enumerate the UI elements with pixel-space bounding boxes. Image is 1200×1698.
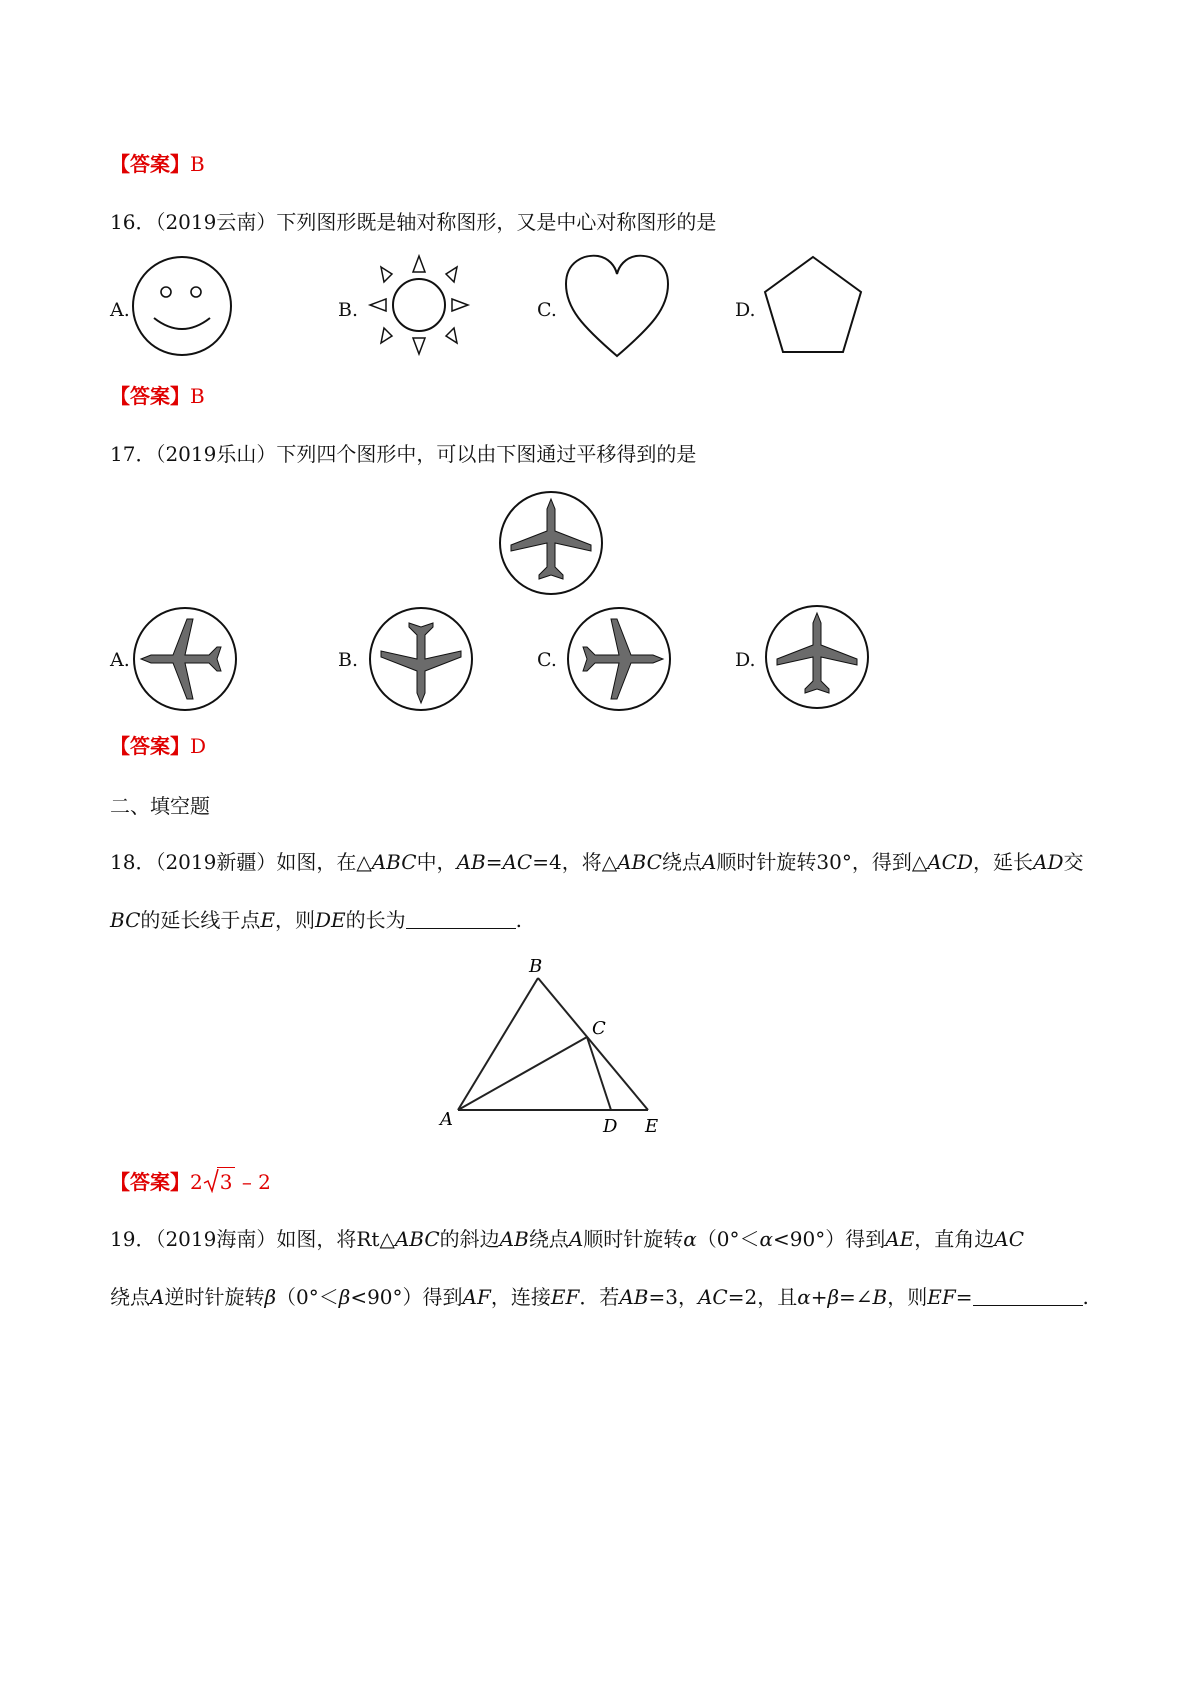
label-b: B [529, 956, 543, 977]
text: ，直角边 [914, 1227, 995, 1251]
text: β [264, 1285, 277, 1309]
text: AD [1033, 850, 1064, 874]
answer-value-suffix: – 2 [235, 1170, 271, 1194]
text: β [338, 1285, 351, 1309]
text: α+β [797, 1285, 840, 1309]
text: AB [499, 1227, 529, 1251]
text: 的延长线于点 [140, 908, 261, 932]
text: AC [697, 1285, 728, 1309]
option-c: C. [537, 649, 557, 671]
text: 绕点 [110, 1285, 150, 1309]
option-c: C. [537, 299, 557, 321]
answer-tag: 【答案】 [110, 384, 190, 408]
radical-icon [203, 1169, 219, 1193]
text: ABC [617, 850, 662, 874]
question-19-line-1 [110, 1225, 1024, 1253]
text: ABC [394, 1227, 440, 1251]
airplane-icon [366, 604, 476, 714]
answer-tag: 【答案】 [110, 734, 190, 758]
option-b: B. [338, 299, 359, 321]
text: = [485, 850, 503, 874]
text: E [260, 908, 275, 932]
heart-icon [562, 252, 672, 360]
section-title: 二、填空题 [110, 794, 210, 818]
text: <90°）得到 [350, 1285, 463, 1309]
text: . [515, 908, 522, 932]
text: B [872, 1285, 888, 1309]
pentagon-icon [760, 252, 866, 358]
option-d: D. [735, 649, 756, 671]
text: 顺时针旋转 [583, 1227, 684, 1251]
question-18-line-2 [110, 906, 522, 934]
answer-tag: 【答案】 [110, 1170, 190, 1194]
airplane-icon [496, 488, 606, 598]
sqrt-expression [203, 1167, 236, 1196]
text: =3， [648, 1285, 698, 1309]
text: 绕点 [528, 1227, 569, 1251]
text: . [1082, 1285, 1089, 1309]
text: （0°＜ [276, 1285, 339, 1309]
answer-line-16 [110, 382, 205, 410]
text: EF [927, 1285, 956, 1309]
answer-blank [973, 1285, 1083, 1306]
question-18-line-1 [110, 848, 1083, 876]
text: α [759, 1227, 774, 1251]
answer-line-17 [110, 732, 206, 760]
text: 18．（2019新疆）如图，在△ [110, 850, 372, 874]
answer-value: B [190, 152, 205, 176]
answer-value: B [190, 384, 205, 408]
text: =∠ [839, 1285, 873, 1309]
text: AB [619, 1285, 649, 1309]
question-16: 16．（2019云南）下列图形既是轴对称图形，又是中心对称图形的是 [110, 210, 717, 234]
text: Rt△ [356, 1227, 395, 1251]
smiley-face-icon [130, 254, 234, 358]
text: = [955, 1285, 973, 1309]
label-c: C [592, 1018, 606, 1039]
answer-blank [406, 908, 516, 929]
text: ，则 [887, 1285, 928, 1309]
text: BC [110, 908, 141, 932]
answer-tag: 【答案】 [110, 152, 190, 176]
triangle-figure [430, 950, 670, 1140]
text: α [683, 1227, 697, 1251]
text: AF [462, 1285, 491, 1309]
text: ，连接 [490, 1285, 551, 1309]
label-a: A [440, 1109, 453, 1130]
question-19-line-2 [110, 1283, 1089, 1311]
answer-line-18 [110, 1167, 271, 1196]
text: DE [314, 908, 346, 932]
text: ．若 [579, 1285, 620, 1309]
text: AC [994, 1227, 1025, 1251]
text: 19．（2019海南）如图，将 [110, 1227, 357, 1251]
text: <90°）得到 [773, 1227, 886, 1251]
text: ABC [371, 850, 417, 874]
text: ，延长 [973, 850, 1033, 874]
option-d: D. [735, 299, 756, 321]
radicand: 3 [217, 1167, 236, 1196]
text: （0°＜ [696, 1227, 760, 1251]
option-b: B. [338, 649, 359, 671]
text: 逆时针旋转 [164, 1285, 265, 1309]
option-a: A. [110, 649, 130, 671]
text: ACD [927, 850, 973, 874]
label-d: D [603, 1116, 618, 1137]
text: 的斜边 [439, 1227, 500, 1251]
text: ，则 [274, 908, 315, 932]
text: 中， [416, 850, 457, 874]
text: =2，且 [727, 1285, 798, 1309]
text: AB [456, 850, 486, 874]
text: A [150, 1285, 165, 1309]
text: 交 [1063, 850, 1084, 874]
answer-line-15 [110, 150, 205, 178]
text: 绕点 [661, 850, 702, 874]
airplane-icon [130, 604, 240, 714]
sun-icon [366, 252, 472, 358]
airplane-icon [762, 602, 872, 712]
text: A [568, 1227, 584, 1251]
airplane-icon [564, 604, 674, 714]
answer-value: D [190, 734, 207, 758]
text: 的长为 [345, 908, 406, 932]
label-e: E [645, 1116, 659, 1137]
text: =4，将△ [532, 850, 618, 874]
text: A [701, 850, 717, 874]
option-a: A. [110, 299, 130, 321]
answer-value: 2 [190, 1170, 203, 1194]
text: EF [550, 1285, 580, 1309]
text: AE [885, 1227, 915, 1251]
text: 顺时针旋转30°，得到△ [716, 850, 928, 874]
text: AC [502, 850, 533, 874]
question-17: 17．（2019乐山）下列四个图形中，可以由下图通过平移得到的是 [110, 442, 697, 466]
